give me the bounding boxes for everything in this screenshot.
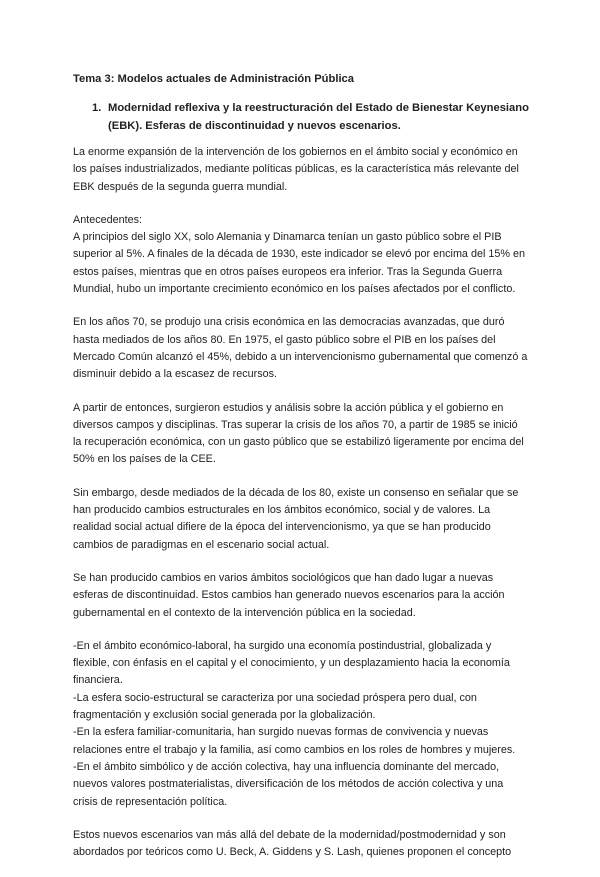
list-item-simbolico: -En el ámbito simbólico y de acción colectiva, hay una influencia dominante del mercado, nuevos valores postmaterialistas, diversificación de los métodos de acción colectiva y una crisis de representación política. [73, 760, 504, 808]
paragraph-cambios: Se han producido cambios en varios ámbitos sociológicos que han dado lugar a nuevas esferas de discontinuidad. Estos cambios han generado nuevos escenarios para la acción gubernamental en el contexto de la intervención pública en la sociedad. [73, 571, 505, 619]
paragraph-intro: La enorme expansión de la intervención de los gobiernos en el ámbito social y económico en los países industrializados, mediante políticas públicas, es la característica más relevante del EBK después de la segunda guerra mundial. [73, 146, 519, 193]
antecedentes-label: Antecedentes: [73, 213, 143, 226]
paragraph-70s: En los años 70, se produjo una crisis económica en las democracias avanzadas, que duró hasta mediados de los años 80. En 1975, el gasto público sobre el PIB en los países del Mercado Común alcanzó el 45%, debido a un intervencionismo gubernamental que comenzó a disminuir debido a la escasez de recursos. [73, 316, 528, 381]
list-item-familiar: -En la esfera familiar-comunitaria, han surgido nuevas formas de convivencia y nuevas relaciones entre el trabajo y la familia, así como cambios en los roles de hombres y mujeres. [73, 726, 516, 756]
list-item-economico: -En el ámbito económico-laboral, ha surgido una economía postindustrial, globalizada y flexible, con énfasis en el capital y el conocimiento, y un desplazamiento hacia la economía financiera. [73, 639, 510, 687]
document-title: Tema 3: Modelos actuales de Administración Pública [73, 73, 355, 85]
list-item-socio-estructural: -La esfera socio-estructural se caracteriza por una sociedad próspera pero dual, con fragmentación y exclusión social generada por la globalización. [73, 691, 477, 722]
paragraph-final: Estos nuevos escenarios van más allá del debate de la modernidad/postmodernidad y son abordados por teóricos como U. Beck, A. Giddens y S. Lash, quienes proponen el concepto [73, 828, 512, 859]
paragraph-entonces: A partir de entonces, surgieron estudios y análisis sobre la acción pública y el gobierno en diversos campos y disciplinas. Tras superar la crisis de los años 70, a partir de 1985 se inició la recuperación económica, con un gasto público que se estabilizó ligeramente por encima del 50% en los países de la CEE. [73, 401, 524, 466]
section-heading [92, 99, 542, 135]
section-heading-text: Modernidad reflexiva y la reestructuración del Estado de Bienestar Keynesiano (EBK). Esferas de discontinuidad y nuevos escenarios. [108, 102, 529, 132]
paragraph-antecedentes: A principios del siglo XX, solo Alemania y Dinamarca tenían un gasto público sobre el PIB superior al 5%. A finales de la década de 1930, este indicador se elevó por encima del 15% en estos países, mientras que en otros países europeos era inferior. Tras la Segunda Guerra Mundial, hubo un importante crecimiento económico en los países afectados por el conflicto. [73, 231, 525, 296]
paragraph-consenso: Sin embargo, desde mediados de la década de los 80, existe un consenso en señalar que se han producido cambios estructurales en los ámbitos económico, social y de valores. La realidad social actual difiere de la época del intervencionismo, ya que se han producido cambios de paradigmas en el escenario social actual. [73, 486, 519, 551]
document-body [73, 144, 528, 877]
section-number: 1. [92, 102, 102, 114]
